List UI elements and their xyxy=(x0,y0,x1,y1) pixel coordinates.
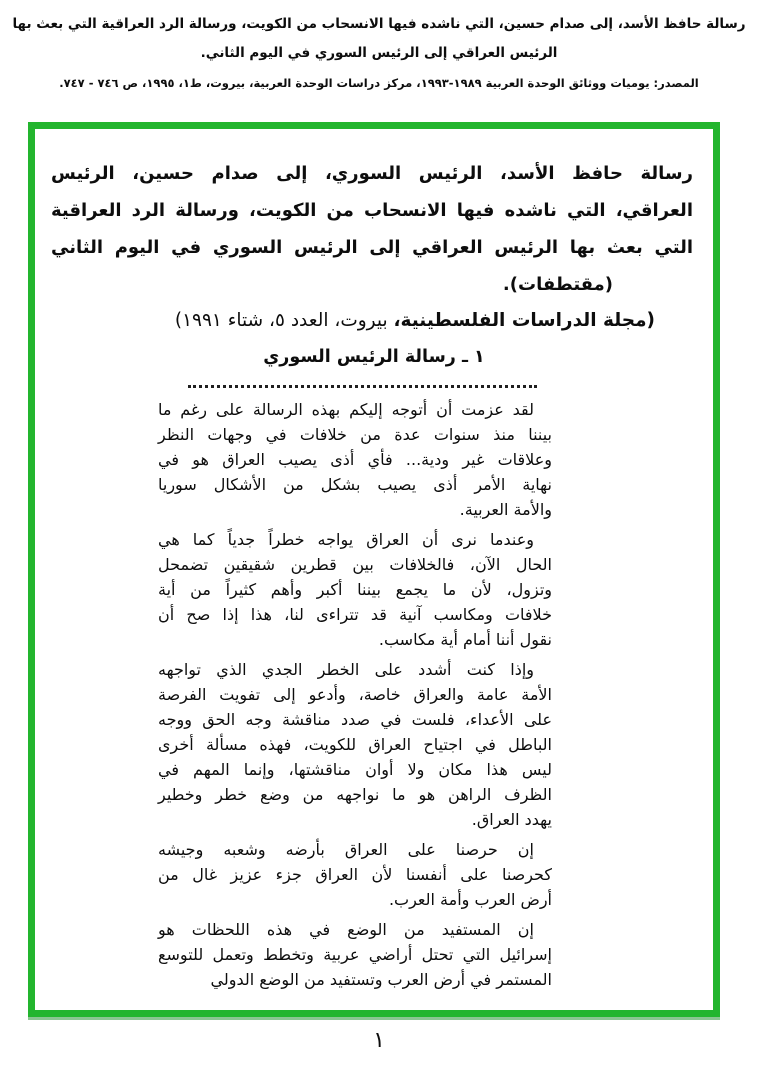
letter-line: وتزول، لأن ما يجمع بيننا أكبر وأهم كثيراً من أية xyxy=(158,580,552,599)
letter-line: إن حرصنا على العراق بأرضه وشعبه وجيشه xyxy=(158,840,534,859)
page-header xyxy=(0,0,758,95)
letter-line: الباطل في اجتياح العراق للكويت، فهذه مسألة أخرى xyxy=(158,735,552,754)
ellipsis-rule xyxy=(188,385,537,388)
letter-line: وإذا كنت أشدد على الخطر الجدي الذي تواجهه xyxy=(158,660,534,679)
letter-line: نقول أننا أمام أية مكاسب. xyxy=(378,630,552,649)
document-frame xyxy=(28,122,720,1017)
letter-line: وعندما نرى أن العراق يواجه خطراً جدياً كما هي xyxy=(158,530,534,549)
letter-line: المستمر في أرض العرب وتستفيد من الوضع الدولي xyxy=(210,970,552,989)
journal-citation xyxy=(35,305,713,336)
journal-issue-details: بيروت، العدد ٥، شتاء ١٩٩١) xyxy=(174,310,394,331)
letter-line: ليس هذا مكان ولا أوان مناقشتها، وإنما المهم في xyxy=(158,760,552,779)
letter-line: بيننا منذ سنوات عدة من خلافات في وجهات النظر xyxy=(158,425,552,444)
letter-line: كحرصنا على أنفسنا لأن العراق جزء عزيز غال من xyxy=(158,865,552,884)
letter-paragraph xyxy=(158,917,552,992)
letter-line: لقد عزمت أن أتوجه إليكم بهذه الرسالة على رغم ما xyxy=(158,400,534,419)
header-source-citation: المصدر: يوميات ووثائق الوحدة العربية ١٩٨٩-١٩٩٣، مركز دراسات الوحدة العربية، بيروت، ط١، ١٩٩٥، ص ٧٤٦ - ٧٤٧. xyxy=(59,76,699,90)
header-title-line-2: الرئيس العراقي إلى الرئيس السوري في اليوم الثاني. xyxy=(200,45,558,61)
letter-line: الحال الآن، فالخلافات بين قطرين شقيقين تضمحل xyxy=(158,555,552,574)
page-number: ١ xyxy=(373,1028,385,1053)
document-title-line: التي بعث بها الرئيس العراقي إلى الرئيس السوري في اليوم الثاني xyxy=(51,237,693,258)
journal-name: (مجلة الدراسات الفلسطينية، xyxy=(393,310,655,331)
document-title-line: العراقي، التي ناشده فيها الانسحاب من الكويت، ورسالة الرد العراقية xyxy=(51,200,693,221)
letter-paragraph xyxy=(158,527,552,652)
document-title-line: (مقتطفات). xyxy=(502,274,613,295)
document-title xyxy=(51,155,693,303)
letter-line: أرض العرب وأمة العرب. xyxy=(388,890,552,909)
letter-line: الظرف الراهن هو ما نواجهه من وضع خطر وخطير xyxy=(158,785,552,804)
letter-line: على الأعداء، فلست في صدد مناقشة وجه الحق ووجه xyxy=(158,710,552,729)
letter-line: يهدد العراق. xyxy=(471,810,552,829)
letter-line: إسرائيل التي تحتل أراضي عربية وتخطط وتعمل للتوسع xyxy=(158,945,552,964)
letter-line: والأمة العربية. xyxy=(459,500,552,519)
letter-line: خلافات ومكاسب آنية قد تتراءى لنا، هذا إذا صح أن xyxy=(158,605,552,624)
header-title-line-1: رسالة حافظ الأسد، إلى صدام حسين، التي ناشده فيها الانسحاب من الكويت، ورسالة الرد العراقية التي بعث بها xyxy=(12,16,746,32)
letter-line: وعلاقات غير ودية... فأي أذى يصيب العراق هو في xyxy=(158,450,552,469)
letter-line: إن المستفيد من الوضع في هذه اللحظات هو xyxy=(158,920,534,939)
document-title-line: رسالة حافظ الأسد، الرئيس السوري، إلى صدام حسين، الرئيس xyxy=(51,163,693,184)
letter-paragraph xyxy=(158,397,552,522)
letter-paragraph xyxy=(158,657,552,832)
letter-paragraph xyxy=(158,837,552,912)
letter-line: نهاية الأمر أذى يصيب بشكل من الأشكال سوريا xyxy=(158,475,552,494)
section-heading: ١ ـ رسالة الرئيس السوري xyxy=(263,347,485,367)
letter-body xyxy=(158,397,552,992)
letter-line: الأمة عامة والعراق خاصة، وأدعو إلى تفويت الفرصة xyxy=(158,685,552,704)
